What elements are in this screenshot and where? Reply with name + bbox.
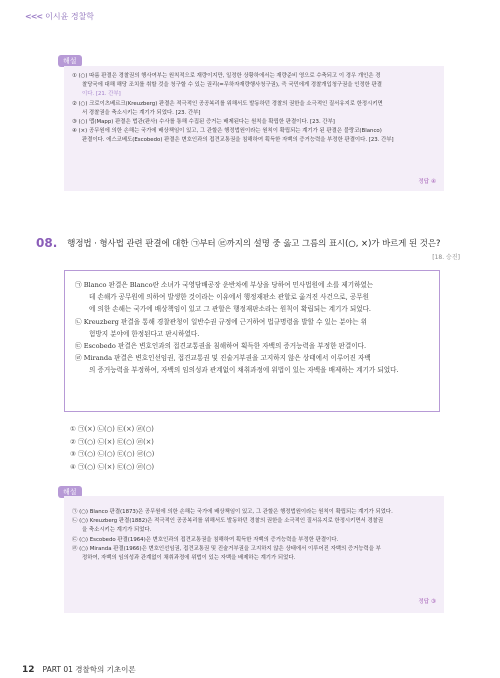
option-1[interactable]: ① ㉠(×) ㉡(○) ㉢(×) ㉣(○) bbox=[70, 425, 154, 433]
statement-box bbox=[64, 270, 440, 412]
explanation-line: ① (○) 따름 판결은 경찰권의 행사여부는 원칙적으로 재량이지만, 일정한 상황하에서는 재량준비 영으로 수축되고 이 경우 개인은 경 bbox=[72, 73, 381, 79]
explanation-line: ㉣ (○) Miranda 판결(1966)은 변호인선임권, 접견교통권 및 진술거부권을 고지하지 않은 상태에서 이루어진 자백의 증거능력을 부 bbox=[72, 545, 381, 552]
answer-label: 정답 ③ bbox=[418, 599, 436, 605]
explanation-badge: 해설 bbox=[58, 486, 82, 498]
question-text: 행정법 · 형사법 관련 판결에 대한 ㉠부터 ㉣까지의 설명 중 옳고 그름의 표시(○, ×)가 바르게 된 것은? bbox=[67, 238, 441, 248]
option-2[interactable]: ② ㉠(○) ㉡(×) ㉢(○) ㉣(×) bbox=[70, 437, 154, 446]
explanation-line: 이다. [21. 간부] bbox=[82, 91, 121, 98]
answer-label: 정답 ④ bbox=[418, 179, 436, 185]
statement-d: ㉣ Miranda 판결은 변호인선임권, 접견교통권 및 진술거부권을 고지하지 않은 상태에서 이루어진 자백 의 증거능력을 부정하여, 자백의 임의성과 관계없이 채취과정에 위법이 있는 자백을 배제하는 계기가 되었다. bbox=[75, 354, 399, 375]
explanation-line: 을 축소시키는 계기가 되었다. bbox=[82, 527, 152, 534]
explanation-line: ④ (×) 공무원에 의한 손해는 국가에 배상책임이 있고, 그 관할은 행정법원이라는 원칙이 확립되는 계기가 된 판결은 블랑코(Blanco) bbox=[72, 128, 382, 135]
explanation-box-1 bbox=[64, 66, 444, 191]
question-08 bbox=[36, 236, 466, 250]
explanation-line: ② (○) 크로이츠베르크(Kreuzberg) 판결은 적극적인 공공복리를 위해서도 발동하던 경찰의 권한을 소극적인 질서유지로 한정시키면 bbox=[72, 100, 383, 107]
section-title: 이시윤 경찰학 bbox=[45, 12, 95, 21]
statement-c: ㉢ Escobedo 판결은 변호인과의 접견교통권을 침해하여 획득한 자백의 증거능력을 부정한 판결이다. bbox=[75, 342, 367, 351]
answer-options bbox=[70, 423, 154, 473]
part-title: PART 01 경찰학의 기초이론 bbox=[42, 665, 136, 674]
chevron-left-icon: <<< bbox=[25, 12, 43, 21]
option-4[interactable]: ④ ㉠(○) ㉡(×) ㉢(○) ㉣(○) bbox=[70, 462, 155, 471]
explanation-line: ㉢ (○) Escobedo 판결(1964)은 변호인과의 접견교통권을 침해하여 획득한 자백의 증거능력을 부정한 판결이다. bbox=[72, 536, 339, 543]
page-number: 12 bbox=[22, 664, 35, 675]
explanation-line: ㉠ (○) Blanco 판결(1873)은 공무원에 의한 손해는 국가에 배상책임이 있고, 그 관할은 행정법원이라는 원칙이 확립되는 계기가 되었다. bbox=[72, 509, 393, 515]
explanation-box-2 bbox=[64, 496, 444, 613]
explanation-badge: 해설 bbox=[58, 55, 82, 67]
question-number: 08. bbox=[36, 236, 58, 250]
explanation-line: ③ (○) 맵(Mapp) 판결은 법관(판사) 수사를 통해 수집된 증거는 배제된다는 원칙을 확립한 판결이다. [23. 간부] bbox=[72, 119, 335, 126]
statement-b: ㉡ Kreuzberg 판결을 통해 경찰관청이 일반수권 규정에 근거하여 법규명령을 발할 수 있는 분야는 위 험방지 분야에 한정된다고 판시하였다. bbox=[75, 317, 367, 338]
option-3[interactable]: ③ ㉠(○) ㉡(○) ㉢(○) ㉣(○) bbox=[70, 450, 155, 459]
explanation-line: ㉡ (○) Kreuzberg 판결(1882)은 적극적인 공공복리를 위해서도 발동하던 경찰의 권한을 소극적인 질서유지로 한정시키면서 경찰권 bbox=[72, 518, 384, 525]
running-header bbox=[25, 11, 94, 22]
explanation-line: 찰당국에 대해 해당 조치를 취할 것을 청구할 수 있는 권리(=무하자재량행사청구권), 즉 국민에게 경찰개입청구권을 인정한 판결 bbox=[82, 82, 383, 89]
page-footer bbox=[22, 664, 136, 675]
statement-a: ㉠ Blanco 판결은 Blanco란 소녀가 국영담배공장 운반차에 부상을 당하여 민사법원에 소를 제기하였는 데 손해가 공무원에 의하여 발생한 것이라는 이유에서 행정재판소 관할로 옮겨진 사건으로, 공무원 에 의한 손해는 국가에 배상책임이 있고 그 관할은 행정재판소라는 원칙이 확립되는 계기가 되었다. bbox=[75, 281, 374, 314]
question-source: [18. 승진] bbox=[432, 254, 460, 261]
explanation-line: 서 경찰권을 축소시키는 계기가 되었다. [23. 간부] bbox=[82, 109, 201, 116]
explanation-line: 정하여, 자백의 임의성과 관계없이 채취과정에 위법이 있는 자백을 배제하는 계기가 되었다. bbox=[82, 555, 296, 562]
explanation-line: 판결이다. 에스코베도(Escobedo) 판결은 변호인과의 접견교통권을 침해하여 획득한 자백의 증거능력을 부정한 판결이다. [23. 간부] bbox=[82, 137, 394, 144]
